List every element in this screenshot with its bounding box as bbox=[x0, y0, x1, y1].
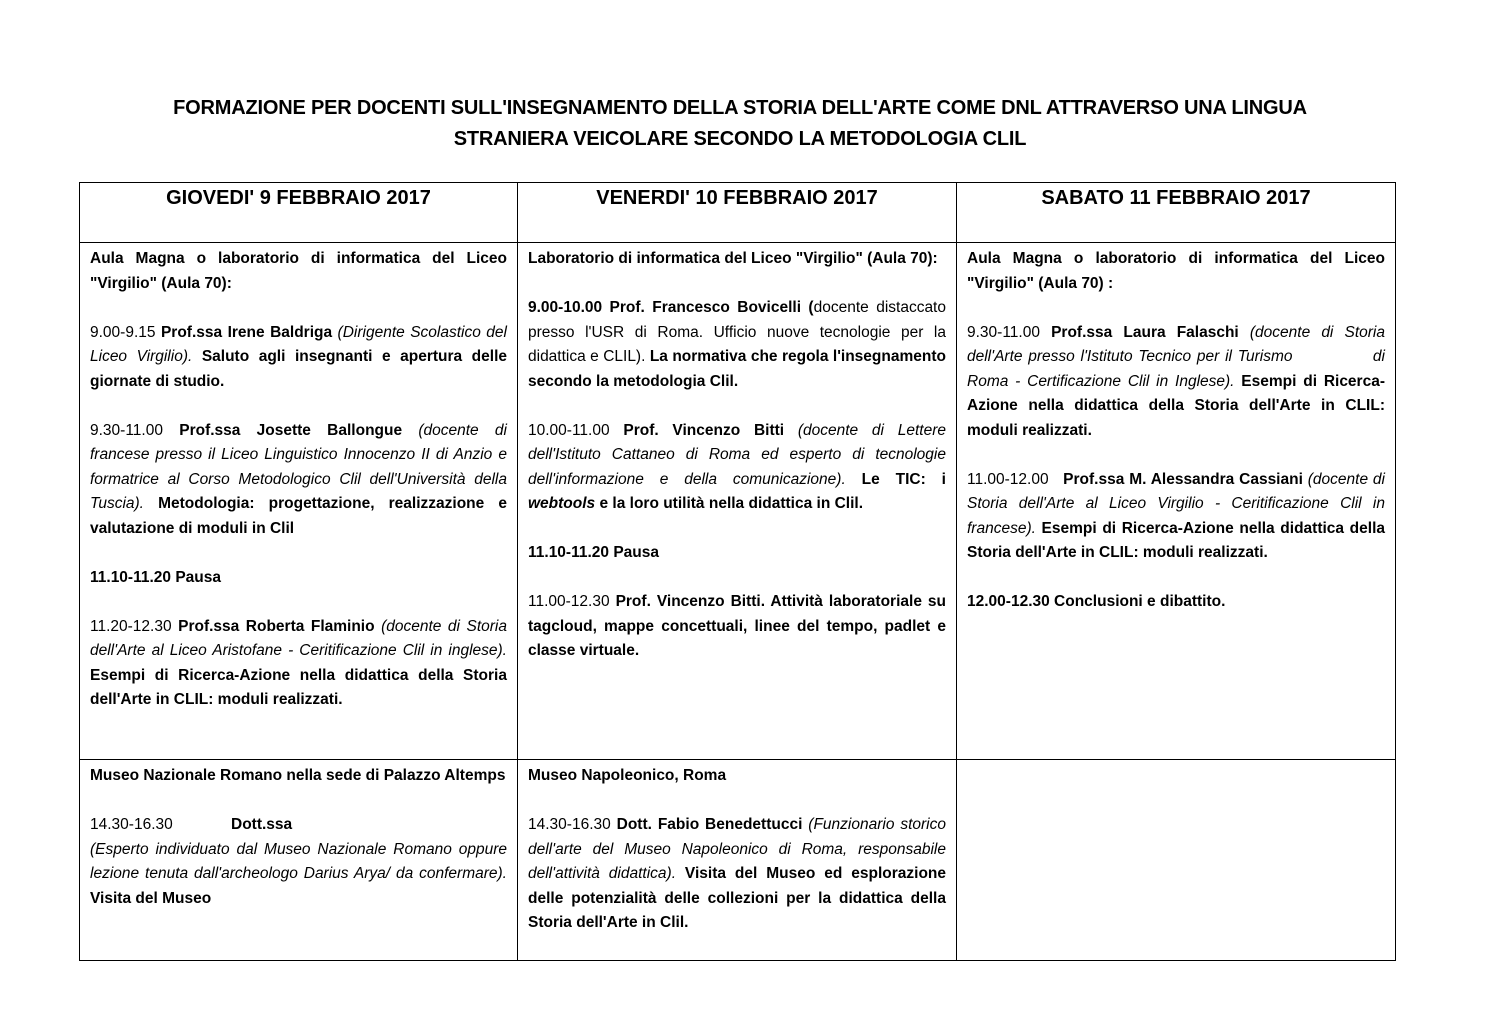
session-time-speaker: 9.00-10.00 Prof. Francesco Bovicelli ( bbox=[528, 299, 814, 316]
thursday-session-2 bbox=[90, 419, 507, 542]
saturday-morning-cell bbox=[957, 243, 1396, 760]
session-time: 11.20-12.30 bbox=[90, 617, 179, 635]
friday-pause: 11.10-11.20 Pausa bbox=[528, 544, 660, 561]
session-speaker: Prof.ssa Josette Ballongue bbox=[179, 421, 403, 439]
friday-afternoon-cell bbox=[518, 760, 957, 961]
header-saturday-label: SABATO 11 FEBBRAIO 2017 bbox=[1041, 187, 1311, 209]
session-time: 9.00-9.15 bbox=[90, 323, 161, 341]
session-time: 9.30-11.00 bbox=[90, 421, 180, 439]
session-role: (docente di francese presso il Liceo Linguistico Innocenzo II di Anzio e formatrice al Corso Metodologico Clil dell'Università della Tuscia). bbox=[90, 421, 507, 512]
morning-row bbox=[80, 243, 1396, 760]
saturday-location: Aula Magna o laboratorio di informatica del Liceo "Virgilio" (Aula 70) : bbox=[967, 250, 1385, 292]
friday-afternoon-location: Museo Napoleonico, Roma bbox=[528, 767, 727, 784]
session-speaker: Prof.ssa Roberta Flaminio bbox=[178, 617, 375, 635]
document-title bbox=[80, 93, 1400, 155]
saturday-closing: 12.00-12.30 Conclusioni e dibattito. bbox=[967, 593, 1226, 610]
session-topic: La normativa che regola l'insegnamento secondo la metodologia Clil. bbox=[528, 348, 946, 390]
session-time: 14.30-16.30 bbox=[90, 816, 231, 833]
friday-afternoon-session bbox=[528, 813, 946, 936]
thursday-afternoon-cell bbox=[80, 760, 518, 961]
session-time: 9.30-11.00 bbox=[967, 323, 1052, 341]
session-topic: Saluto agli insegnanti e apertura delle giornate di studio. bbox=[90, 348, 507, 390]
schedule-table bbox=[79, 182, 1396, 961]
session-role: (docente di Lettere dell'Istituto Cattaneo di Roma ed esperto di tecnologie dell'informazione e della comunicazione). bbox=[528, 421, 946, 488]
header-friday-label: VENERDI' 10 FEBBRAIO 2017 bbox=[596, 187, 878, 209]
session-topic-emphasis: webtools bbox=[528, 495, 596, 512]
session-role: (docente di Storia dell'Arte al Liceo Aristofane - Ceritificazione Clil in inglese). bbox=[90, 617, 507, 659]
thursday-afternoon-session bbox=[90, 813, 507, 911]
saturday-session-2 bbox=[967, 468, 1385, 566]
session-speaker: Prof.ssa M. Alessandra Cassiani bbox=[1063, 470, 1303, 488]
session-speaker-topic: Prof. Vincenzo Bitti. Attività laboratoriale su tagcloud, mappe concettuali, linee del tempo, padlet e classe virtuale. bbox=[528, 593, 946, 659]
session-role: docente distaccato presso l'USR di Roma. Ufficio nuove tecnologie per la didattica e CLIL). bbox=[528, 299, 946, 365]
title-line-1: FORMAZIONE PER DOCENTI SULL'INSEGNAMENTO DELLA STORIA DELL'ARTE COME DNL ATTRAVERSO UNA LINGUA bbox=[173, 97, 1307, 119]
thursday-morning-cell bbox=[80, 243, 518, 760]
session-time: 10.00-11.00 bbox=[528, 421, 624, 439]
saturday-afternoon-cell bbox=[957, 760, 1396, 961]
thursday-location: Aula Magna o laboratorio di informatica del Liceo "Virgilio" (Aula 70): bbox=[90, 250, 507, 292]
title-line-2: STRANIERA VEICOLARE SECONDO LA METODOLOGIA CLIL bbox=[453, 128, 1027, 150]
session-speaker: Prof.ssa Irene Baldriga bbox=[160, 323, 333, 341]
session-time: 11.00-12.00 bbox=[967, 470, 1064, 488]
session-speaker: Prof. Vincenzo Bitti bbox=[623, 421, 785, 439]
header-friday bbox=[518, 183, 957, 243]
session-speaker: Prof.ssa Laura Falaschi bbox=[1051, 323, 1239, 341]
session-time: 14.30-16.30 bbox=[528, 816, 617, 833]
afternoon-row bbox=[80, 760, 1396, 961]
session-role: (Funzionario storico dell'arte del Museo Napoleonico di Roma, responsabile dell'attività didattica). bbox=[528, 816, 946, 882]
session-role: (docente di Storia dell'Arte al Liceo Virgilio - Ceritificazione Clil in francese). bbox=[967, 470, 1385, 537]
session-topic: Esempi di Ricerca-Azione nella didattica della Storia dell'Arte in CLIL: moduli realizzati. bbox=[967, 519, 1385, 561]
thursday-afternoon-location: Museo Nazionale Romano nella sede di Palazzo Altemps bbox=[90, 767, 506, 784]
friday-session-3 bbox=[528, 590, 946, 664]
header-saturday bbox=[957, 183, 1396, 243]
thursday-session-1 bbox=[90, 321, 507, 395]
session-topic: Visita del Museo bbox=[90, 889, 212, 907]
friday-session-1 bbox=[528, 296, 946, 394]
session-role: (Esperto individuato dal Museo Nazionale Romano oppure lezione tenuta dall'archeologo Darius Arya/ da confermare). bbox=[90, 840, 507, 882]
session-topic: Visita del Museo ed esplorazione delle potenzialità delle collezioni per la didattica della Storia dell'Arte in Clil. bbox=[528, 865, 947, 931]
session-speaker: Dott.ssa bbox=[231, 816, 293, 833]
session-time: 11.00-12.30 bbox=[528, 593, 616, 610]
saturday-session-1 bbox=[967, 321, 1390, 444]
session-topic: Esempi di Ricerca-Azione nella didattica della Storia dell'Arte in CLIL: moduli realizzati. bbox=[967, 372, 1385, 439]
header-row bbox=[80, 183, 1396, 243]
thursday-pause: 11.10-11.20 Pausa bbox=[90, 568, 222, 586]
friday-session-2 bbox=[528, 419, 946, 517]
session-topic: Metodologia: progettazione, realizzazione e valutazione di moduli in Clil bbox=[90, 495, 507, 537]
friday-morning-cell bbox=[518, 243, 957, 760]
session-topic: Esempi di Ricerca-Azione nella didattica della Storia dell'Arte in CLIL: moduli realizzati. bbox=[90, 666, 507, 708]
friday-location: Laboratorio di informatica del Liceo "Virgilio" (Aula 70): bbox=[528, 250, 938, 267]
header-thursday-label: GIOVEDI' 9 FEBBRAIO 2017 bbox=[166, 187, 431, 209]
header-thursday bbox=[80, 183, 518, 243]
session-topic: Le TIC: i bbox=[845, 470, 946, 488]
thursday-session-3 bbox=[90, 615, 507, 713]
session-role: (docente di Storia dell'Arte presso l'Istituto Tecnico per il Turismo di Roma - Certificazione Clil in Inglese). bbox=[967, 323, 1390, 390]
session-topic-end: e la loro utilità nella didattica in Clil. bbox=[595, 495, 864, 512]
session-role: (Dirigente Scolastico del Liceo Virgilio). bbox=[90, 323, 507, 365]
session-speaker: Dott. Fabio Benedettucci bbox=[616, 816, 803, 833]
